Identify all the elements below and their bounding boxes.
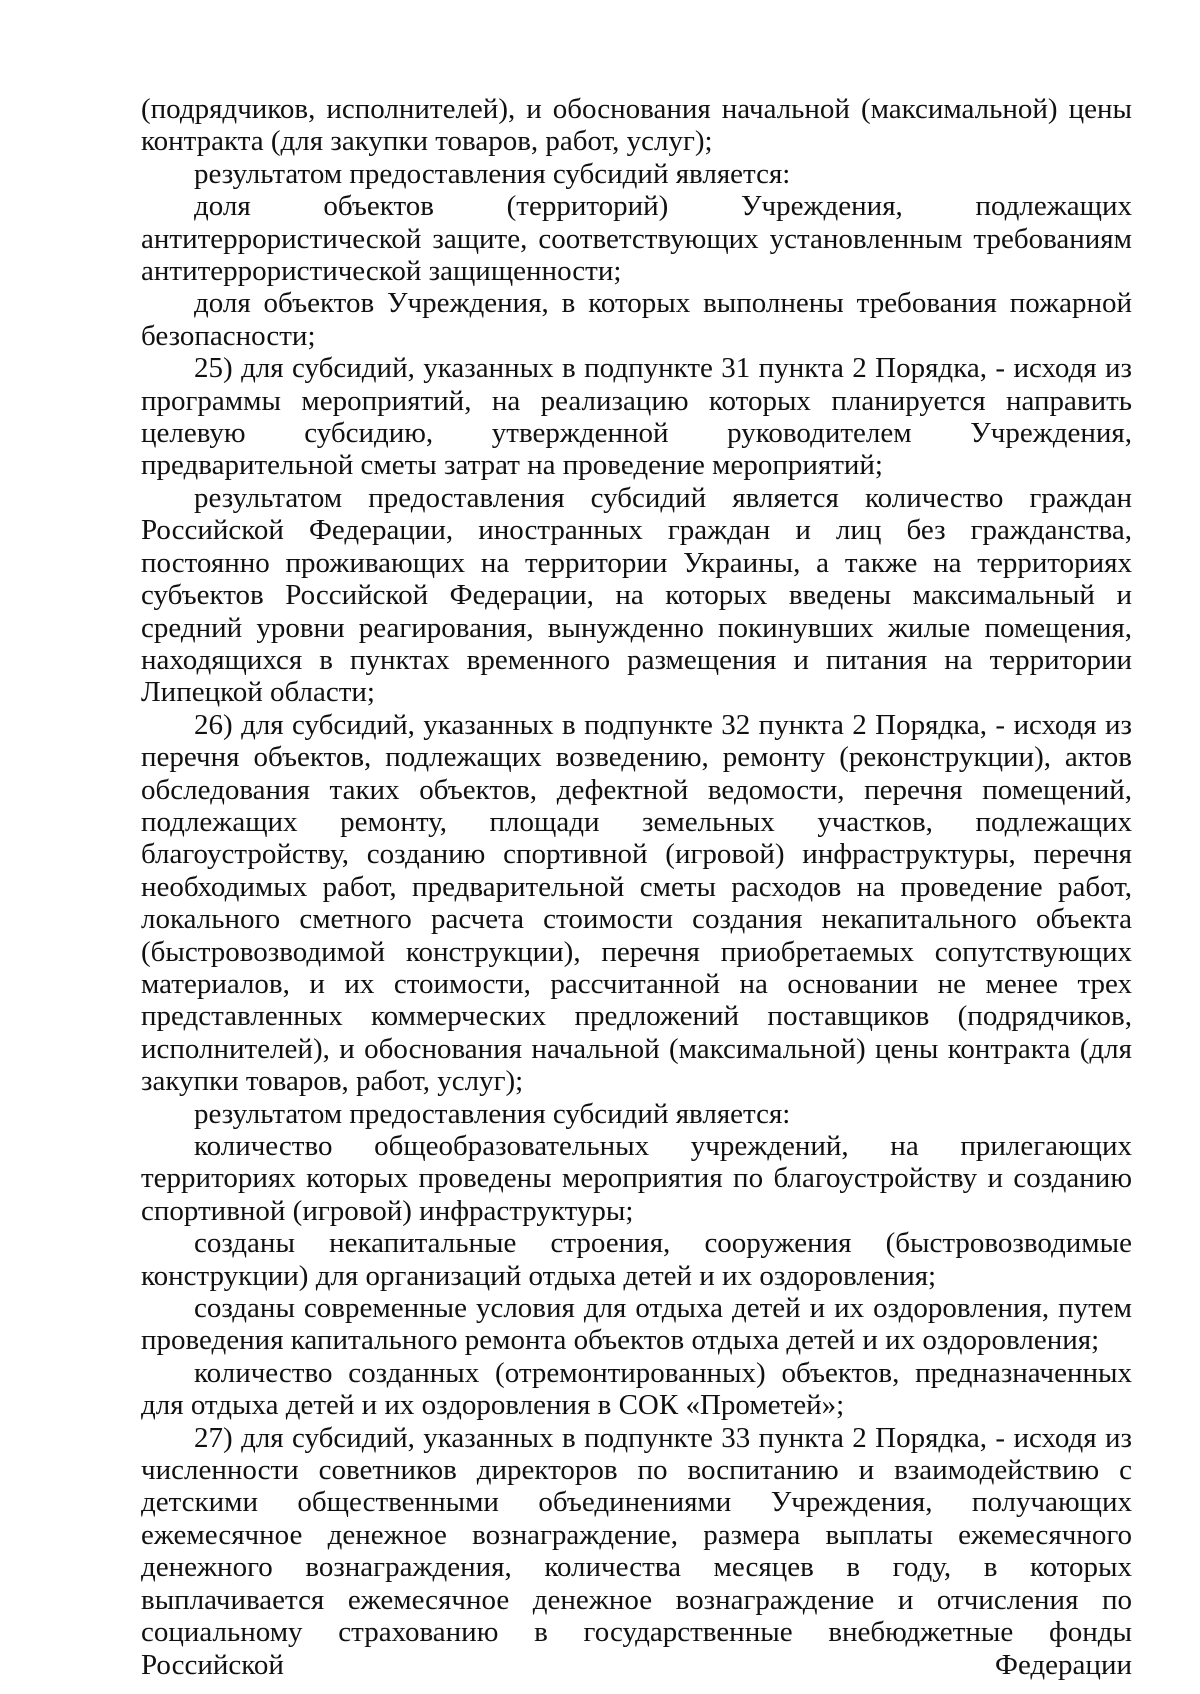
paragraph: 26) для субсидий, указанных в подпункте 32 пункта 2 Порядка, - исходя из перечня объектов, подлежащих возведению, ремонту (реконструкции), актов обследования таких объектов, дефектной ведомости, перечня помещений, подлежащих ремонту, площади земельных участков, подлежащих благоустройству, созданию спортивной (игровой) инфраструктуры, перечня необходимых работ, предварительной сметы расходов на проведение работ, локального сметного расчета стоимости создания некапитального объекта (быстровозводимой конструкции), перечня приобретаемых сопутствующих материалов, и их стоимости, рассчитанной на основании не менее трех представленных коммерческих предложений поставщиков (подрядчиков, исполнителей), и обоснования начальной (максимальной) цены контракта (для закупки товаров, работ, услуг); xyxy=(141,708,1132,1098)
paragraph: доля объектов Учреждения, в которых выполнены требования пожарной безопасности; xyxy=(141,287,1132,352)
paragraph: созданы некапитальные строения, сооружения (быстровозводимые конструкции) для организаций отдыха детей и их оздоровления; xyxy=(141,1227,1132,1292)
paragraph: количество общеобразовательных учреждений, на прилегающих территориях которых проведены мероприятия по благоустройству и созданию спортивной (игровой) инфраструктуры; xyxy=(141,1130,1132,1227)
paragraph: доля объектов (территорий) Учреждения, подлежащих антитеррористической защите, соответствующих установленным требованиям антитеррористической защищенности; xyxy=(141,190,1132,288)
paragraph: результатом предоставления субсидий является: xyxy=(194,1097,791,1130)
paragraph: 25) для субсидий, указанных в подпункте 31 пункта 2 Порядка, - исходя из программы мероприятий, на реализацию которых планируется направить целевую субсидию, утвержденной руководителем Учреждения, предварительной сметы затрат на проведение мероприятий; xyxy=(141,352,1132,482)
paragraph: результатом предоставления субсидий является: xyxy=(194,157,791,190)
paragraph: количество созданных (отремонтированных) объектов, предназначенных для отдыха детей и их оздоровления в СОК «Прометей»; xyxy=(141,1356,1132,1422)
document-page xyxy=(141,93,1132,1681)
paragraph: созданы современные условия для отдыха детей и их оздоровления, путем проведения капитального ремонта объектов отдыха детей и их оздоровления; xyxy=(141,1292,1132,1357)
paragraph: 27) для субсидий, указанных в подпункте 33 пункта 2 Порядка, - исходя из численности советников директоров по воспитанию и взаимодействию с детскими общественными объединениями Учреждения, получающих ежемесячное денежное вознаграждение, размера выплаты ежемесячного денежного вознаграждения, количества месяцев в году, в которых выплачивается ежемесячное денежное вознаграждение и отчисления по социальному страхованию в государственные внебюджетные фонды Российской Федерации xyxy=(141,1421,1132,1681)
paragraph: результатом предоставления субсидий является количество граждан Российской Федерации, иностранных граждан и лиц без гражданства, постоянно проживающих на территории Украины, а также на территориях субъектов Российской Федерации, на которых введены максимальный и средний уровни реагирования, вынужденно покинувших жилые помещения, находящихся в пунктах временного размещения и питания на территории Липецкой области; xyxy=(141,481,1132,709)
paragraph: (подрядчиков, исполнителей), и обоснования начальной (максимальной) цены контракта (для закупки товаров, работ, услуг); xyxy=(141,93,1132,158)
